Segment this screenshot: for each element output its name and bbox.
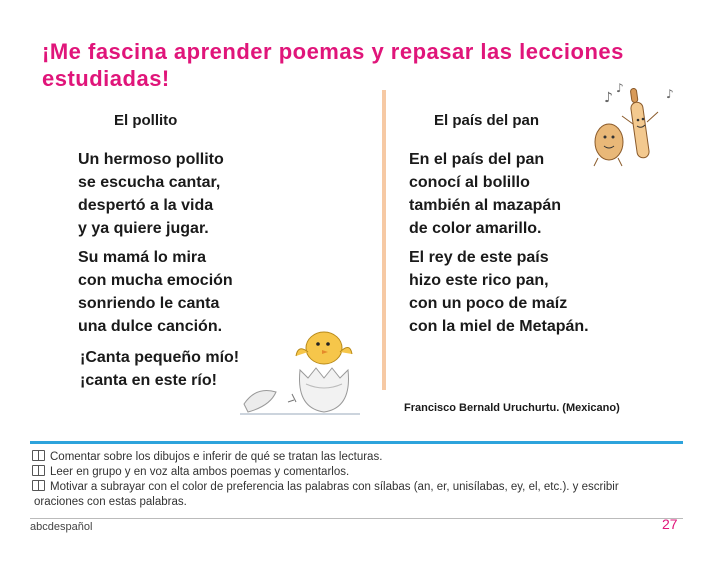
poem-line: también al mazapán <box>409 197 562 214</box>
book-icon <box>32 480 45 491</box>
svg-text:♪: ♪ <box>616 81 624 95</box>
page-number: 27 <box>662 516 678 532</box>
poem-line: ¡Canta pequeño mío! <box>80 349 240 366</box>
poem-line: hizo este rico pan, <box>409 272 549 289</box>
poem1-stanza-2 <box>78 246 233 338</box>
poem-line: con un poco de maíz <box>409 295 568 312</box>
footer-brand: abcdespañol <box>30 521 93 533</box>
column-divider <box>382 90 386 390</box>
note-item: Motivar a subrayar con el color de preferencia las palabras con sílabas (an, er, unisílabas, ey, el, etc.). y escribir <box>32 480 692 495</box>
poem-line: se escucha cantar, <box>78 174 221 191</box>
poem-line: ¡canta en este río! <box>80 372 217 389</box>
teacher-notes <box>32 450 692 510</box>
book-icon <box>32 450 45 461</box>
poem1-stanza-3 <box>80 346 239 392</box>
poem-line: con la miel de Metapán. <box>409 318 589 335</box>
poem-line: con mucha emoción <box>78 272 233 289</box>
dancing-bread-illustration <box>576 80 676 170</box>
poem2-stanza-2 <box>409 246 589 338</box>
poem2-stanza-1 <box>409 148 561 240</box>
chick-illustration <box>236 322 366 422</box>
note-item-continued: oraciones con estas palabras. <box>34 496 187 508</box>
poem1-title: El pollito <box>114 112 178 129</box>
svg-text:♪: ♪ <box>666 87 674 101</box>
footer-rule <box>30 518 683 519</box>
poem2-title: El país del pan <box>434 112 540 129</box>
poem-line: de color amarillo. <box>409 220 542 237</box>
poem-line: conocí al bolillo <box>409 174 530 191</box>
poem-line: Un hermoso pollito <box>78 151 224 168</box>
poem-line: Su mamá lo mira <box>78 249 207 266</box>
book-icon <box>32 465 45 476</box>
poem-line: despertó a la vida <box>78 197 214 214</box>
poem-line: sonriendo le canta <box>78 295 220 312</box>
section-rule <box>30 441 683 444</box>
note-item: Leer en grupo y en voz alta ambos poemas y comentarlos. <box>32 465 692 480</box>
poem1-stanza-1 <box>78 148 224 240</box>
svg-text:♪: ♪ <box>604 90 613 106</box>
poem-line: una dulce canción. <box>78 318 223 335</box>
poem-line: El rey de este país <box>409 249 549 266</box>
poem2-author: Francisco Bernald Uruchurtu. (Mexicano) <box>404 402 620 414</box>
page-heading: ¡Me fascina aprender poemas y repasar las lecciones estudiadas! <box>42 39 624 91</box>
poem-line: En el país del pan <box>409 151 545 168</box>
poem-line: y ya quiere jugar. <box>78 220 209 237</box>
note-item: Comentar sobre los dibujos e inferir de qué se tratan las lecturas. <box>32 450 692 465</box>
